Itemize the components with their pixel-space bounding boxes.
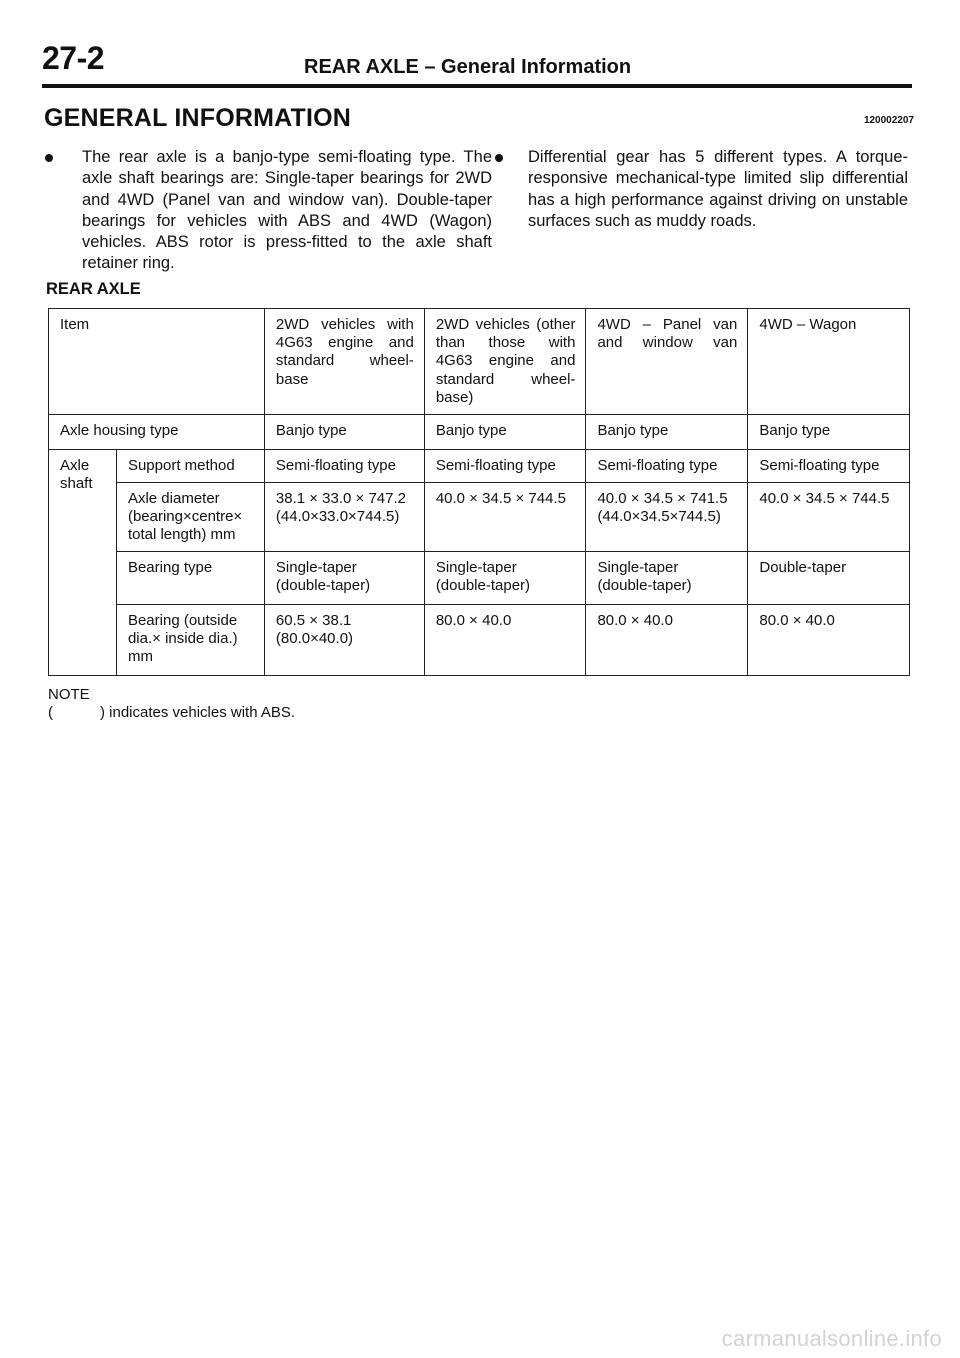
row-label-housing: Axle housing type [49, 415, 265, 450]
column-header-2wd-4g63: 2WD vehicles with 4G63 engine and standard wheel-base [264, 309, 424, 415]
table-cell: 38.1 × 33.0 × 747.2 (44.0×33.0×744.5) [264, 483, 424, 552]
table-row [49, 551, 910, 604]
row-label-bearing-size: Bearing (outside dia.× inside dia.) mm [116, 604, 264, 675]
note-title: NOTE [48, 686, 90, 703]
bullet-text: Differential gear has 5 different types. A torque-responsive mechanical-type limited slip differential has a high performance against driving on unstable surfaces such as muddy roads. [528, 148, 908, 230]
note-paren: ( [48, 704, 53, 721]
table-cell: 80.0 × 40.0 [748, 604, 910, 675]
row-label-bearing-type: Bearing type [116, 551, 264, 604]
section-code: 120002207 [863, 115, 914, 126]
row-group-axle-shaft: Axle shaft [49, 450, 117, 676]
page-number: 27-2 [42, 40, 105, 76]
table-cell: 40.0 × 34.5 × 741.5 (44.0×34.5×744.5) [586, 483, 748, 552]
running-title: REAR AXLE – General Information [304, 56, 632, 78]
rear-axle-spec-table [48, 308, 910, 676]
table-row [49, 415, 910, 450]
table-cell: 80.0 × 40.0 [586, 604, 748, 675]
table-cell: 60.5 × 38.1 (80.0×40.0) [264, 604, 424, 675]
column-header-2wd-other: 2WD vehicles (other than those with 4G63 engine and standard wheel-base) [424, 309, 586, 415]
table-cell: Semi-floating type [264, 450, 424, 483]
table-cell: Banjo type [264, 415, 424, 450]
table-row [49, 450, 910, 483]
column-header-4wd-panel-van: 4WD – Panel van and window van [586, 309, 748, 415]
table-cell: Banjo type [424, 415, 586, 450]
bullet-icon [495, 154, 503, 162]
table-cell: 80.0 × 40.0 [424, 604, 586, 675]
note-block [48, 686, 295, 722]
note-line [48, 704, 295, 722]
page-header [42, 40, 912, 88]
table-cell: 40.0 × 34.5 × 744.5 [424, 483, 586, 552]
bullet-icon [45, 154, 53, 162]
table-row [49, 483, 910, 552]
rear-axle-title: REAR AXLE [46, 280, 141, 298]
section-title: GENERAL INFORMATION [44, 104, 352, 132]
bullet-item-axle [82, 147, 492, 275]
column-header-item: Item [49, 309, 265, 415]
table-cell: Single-taper (double-taper) [586, 551, 748, 604]
watermark: carmanualsonline.info [721, 1326, 942, 1351]
bullet-item-differential [528, 147, 908, 232]
row-label-support-method: Support method [116, 450, 264, 483]
table-header-row [49, 309, 910, 415]
bullet-text: The rear axle is a banjo-type semi-floating type. The axle shaft bearings are: Single-taper bearings for 2WD and 4WD (Panel van and window van). Double-taper bearings for vehicles with ABS and 4WD (Wagon) vehicles. ABS rotor is press-fitted to the axle shaft retainer ring. [82, 148, 492, 273]
row-label-axle-diameter: Axle diameter (bearing×centre× total length) mm [116, 483, 264, 552]
table-cell: Single-taper (double-taper) [264, 551, 424, 604]
table-cell: Double-taper [748, 551, 910, 604]
table-cell: Single-taper (double-taper) [424, 551, 586, 604]
table-cell: Semi-floating type [586, 450, 748, 483]
note-text: ) indicates vehicles with ABS. [100, 704, 296, 721]
table-row [49, 604, 910, 675]
column-header-4wd-wagon: 4WD – Wagon [748, 309, 910, 415]
table-cell: Banjo type [586, 415, 748, 450]
table-cell: Semi-floating type [748, 450, 910, 483]
table-cell: Semi-floating type [424, 450, 586, 483]
table-cell: Banjo type [748, 415, 910, 450]
table-cell: 40.0 × 34.5 × 744.5 [748, 483, 910, 552]
